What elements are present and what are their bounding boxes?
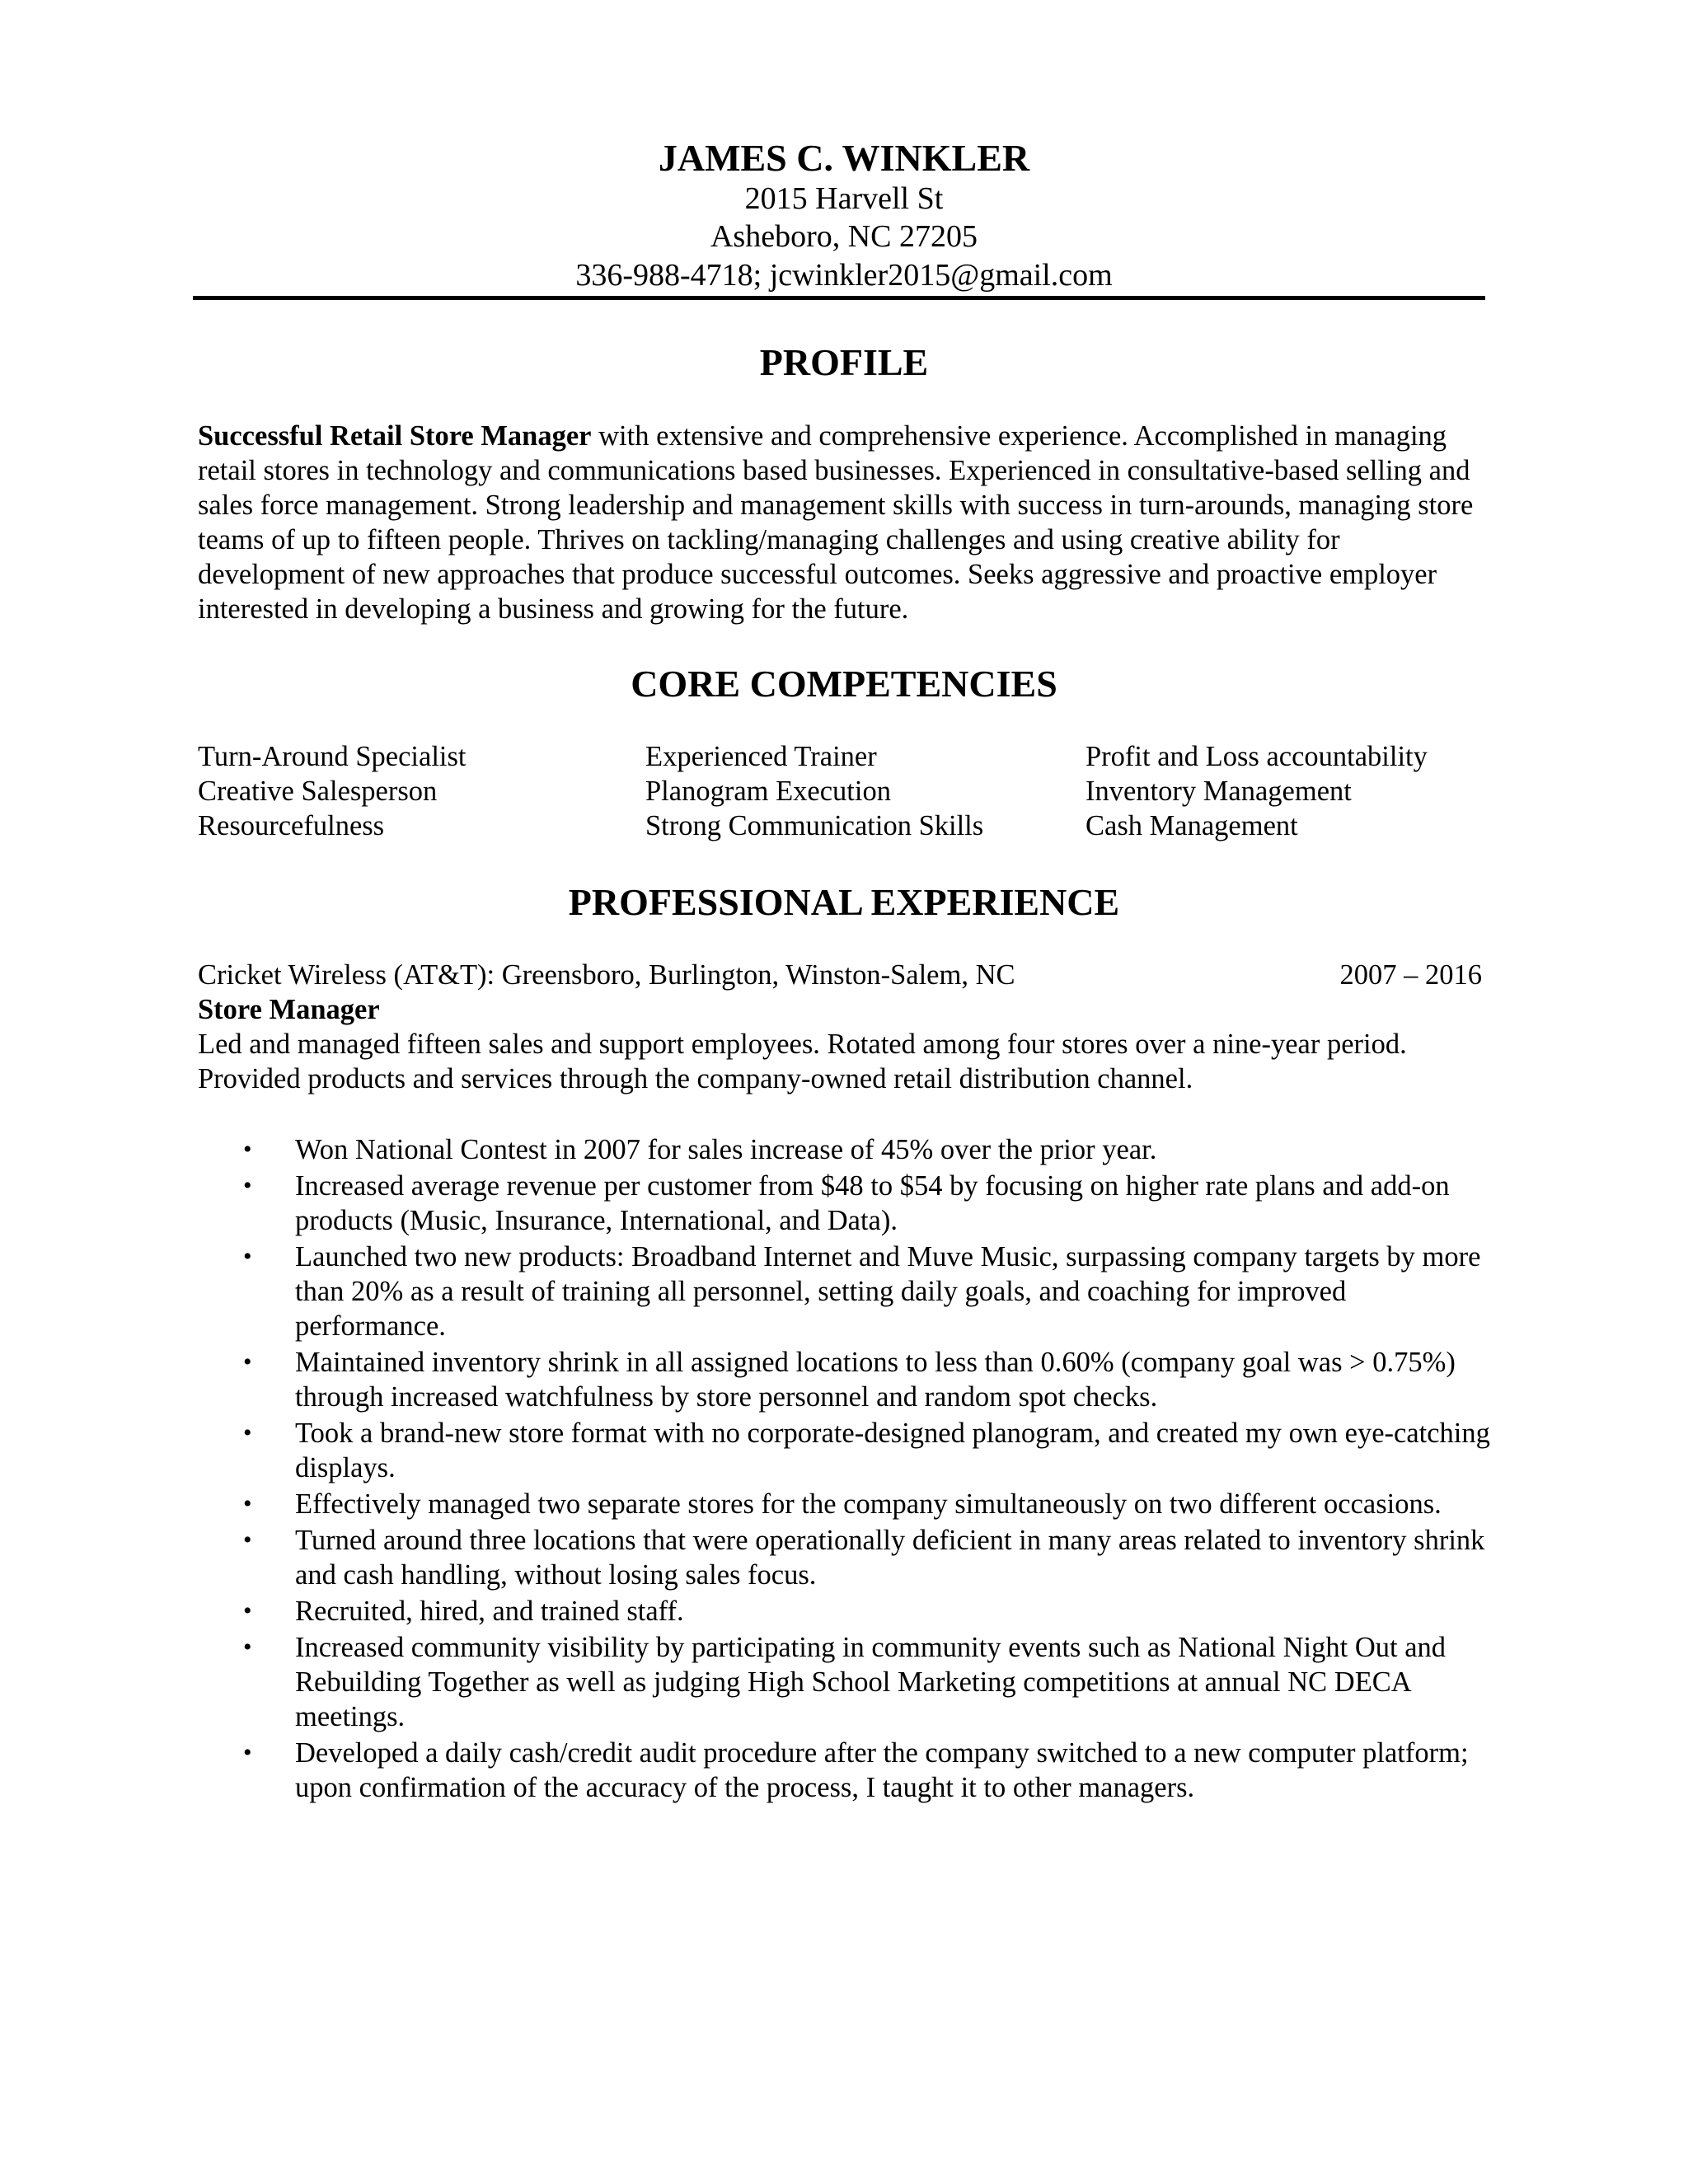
header-divider xyxy=(193,296,1485,300)
achievement-text: Won National Contest in 2007 for sales increase of 45% over the prior year. xyxy=(295,1134,1157,1165)
competency-item: Creative Salesperson xyxy=(198,776,438,807)
list-item xyxy=(198,1736,1496,1805)
achievement-text: Maintained inventory shrink in all assigned locations to less than 0.60% (company goal was > 0.75%) through increased watchfulness by store personnel and random spot checks. xyxy=(295,1347,1456,1413)
profile-body: with extensive and comprehensive experience. Accomplished in managing retail stores in technology and communications based businesses. Experienced in consultative-based selling and sales force management. Strong leadership and management skills with success in turn-arounds, managing store teams of up to fifteen people. Thrives on tackling/managing challenges and using creative ability for development of new approaches that produce successful outcomes. Seeks aggressive and proactive employer interested in developing a business and growing for the future. xyxy=(198,420,1474,625)
competency-item: Cash Management xyxy=(1085,810,1298,841)
competency-item: Strong Communication Skills xyxy=(645,810,984,841)
contact-info: 336-988-4718; jcwinkler2015@gmail.com xyxy=(575,258,1113,293)
address-street: 2015 Harvell St xyxy=(744,181,944,216)
bullet-icon: • xyxy=(243,1136,252,1163)
competencies-column-3 xyxy=(1085,739,1428,843)
achievement-text: Increased community visibility by participating in community events such as National Night Out and Rebuilding Together as well as judging High School Marketing competitions at annual NC DECA meetings. xyxy=(295,1632,1447,1732)
bullet-icon: • xyxy=(243,1597,252,1624)
job-title: Store Manager xyxy=(198,994,380,1025)
competencies-heading: CORE COMPETENCIES xyxy=(631,663,1057,705)
profile-heading: PROFILE xyxy=(759,341,929,383)
bullet-icon: • xyxy=(243,1419,252,1446)
list-item xyxy=(198,1416,1496,1485)
bullet-icon: • xyxy=(243,1739,252,1766)
bullet-icon: • xyxy=(243,1633,252,1661)
list-item xyxy=(198,1169,1496,1238)
bullet-icon: • xyxy=(243,1348,252,1376)
applicant-name: JAMES C. WINKLER xyxy=(658,137,1030,179)
employer: Cricket Wireless (AT&T): Greensboro, Burlington, Winston-Salem, NC xyxy=(198,959,1015,991)
achievement-text: Developed a daily cash/credit audit procedure after the company switched to a new computer platform; upon confirmation of the accuracy of the process, I taught it to other managers. xyxy=(295,1737,1469,1803)
competency-item: Planogram Execution xyxy=(645,776,891,807)
list-item xyxy=(198,1594,1496,1629)
experience-heading: PROFESSIONAL EXPERIENCE xyxy=(568,881,1120,923)
list-item xyxy=(198,1523,1496,1592)
profile-summary xyxy=(198,419,1484,626)
competencies-column-1 xyxy=(198,739,467,843)
achievement-text: Launched two new products: Broadband Internet and Muve Music, surpassing company targets by more than 20% as a result of training all personnel, setting daily goals, and coaching for improved performance. xyxy=(295,1241,1481,1342)
list-item xyxy=(198,1132,1496,1167)
profile-lead: Successful Retail Store Manager xyxy=(198,420,592,452)
bullet-icon: • xyxy=(243,1172,252,1199)
competency-item: Profit and Loss accountability xyxy=(1085,741,1428,772)
competencies-column-2 xyxy=(645,739,983,843)
achievement-text: Recruited, hired, and trained staff. xyxy=(295,1596,684,1627)
list-item xyxy=(198,1487,1496,1521)
achievement-text: Effectively managed two separate stores for the company simultaneously on two different occasions. xyxy=(295,1488,1442,1520)
job-header xyxy=(198,958,1482,992)
employment-dates: 2007 – 2016 xyxy=(1339,959,1482,991)
address-city: Asheboro, NC 27205 xyxy=(710,219,978,254)
job-description: Led and managed fifteen sales and support employees. Rotated among four stores over a nine-year period. Provided products and services through the company-owned retail distribution channel. xyxy=(198,1029,1407,1094)
achievement-text: Turned around three locations that were operationally deficient in many areas related to inventory shrink and cash handling, without losing sales focus. xyxy=(295,1525,1485,1591)
bullet-icon: • xyxy=(243,1490,252,1517)
competency-item: Experienced Trainer xyxy=(645,741,877,772)
list-item xyxy=(198,1630,1496,1734)
list-item xyxy=(198,1345,1496,1414)
bullet-icon: • xyxy=(243,1243,252,1270)
achievement-list xyxy=(198,1132,1496,1807)
competency-item: Inventory Management xyxy=(1085,776,1352,807)
list-item xyxy=(198,1240,1496,1343)
bullet-icon: • xyxy=(243,1526,252,1554)
competency-item: Turn-Around Specialist xyxy=(198,741,467,772)
achievement-text: Increased average revenue per customer from $48 to $54 by focusing on higher rate plans and add-on products (Music, Insurance, International, and Data). xyxy=(295,1170,1450,1236)
competency-item: Resourcefulness xyxy=(198,810,385,841)
achievement-text: Took a brand-new store format with no corporate-designed planogram, and created my own eye-catching displays. xyxy=(295,1418,1490,1483)
